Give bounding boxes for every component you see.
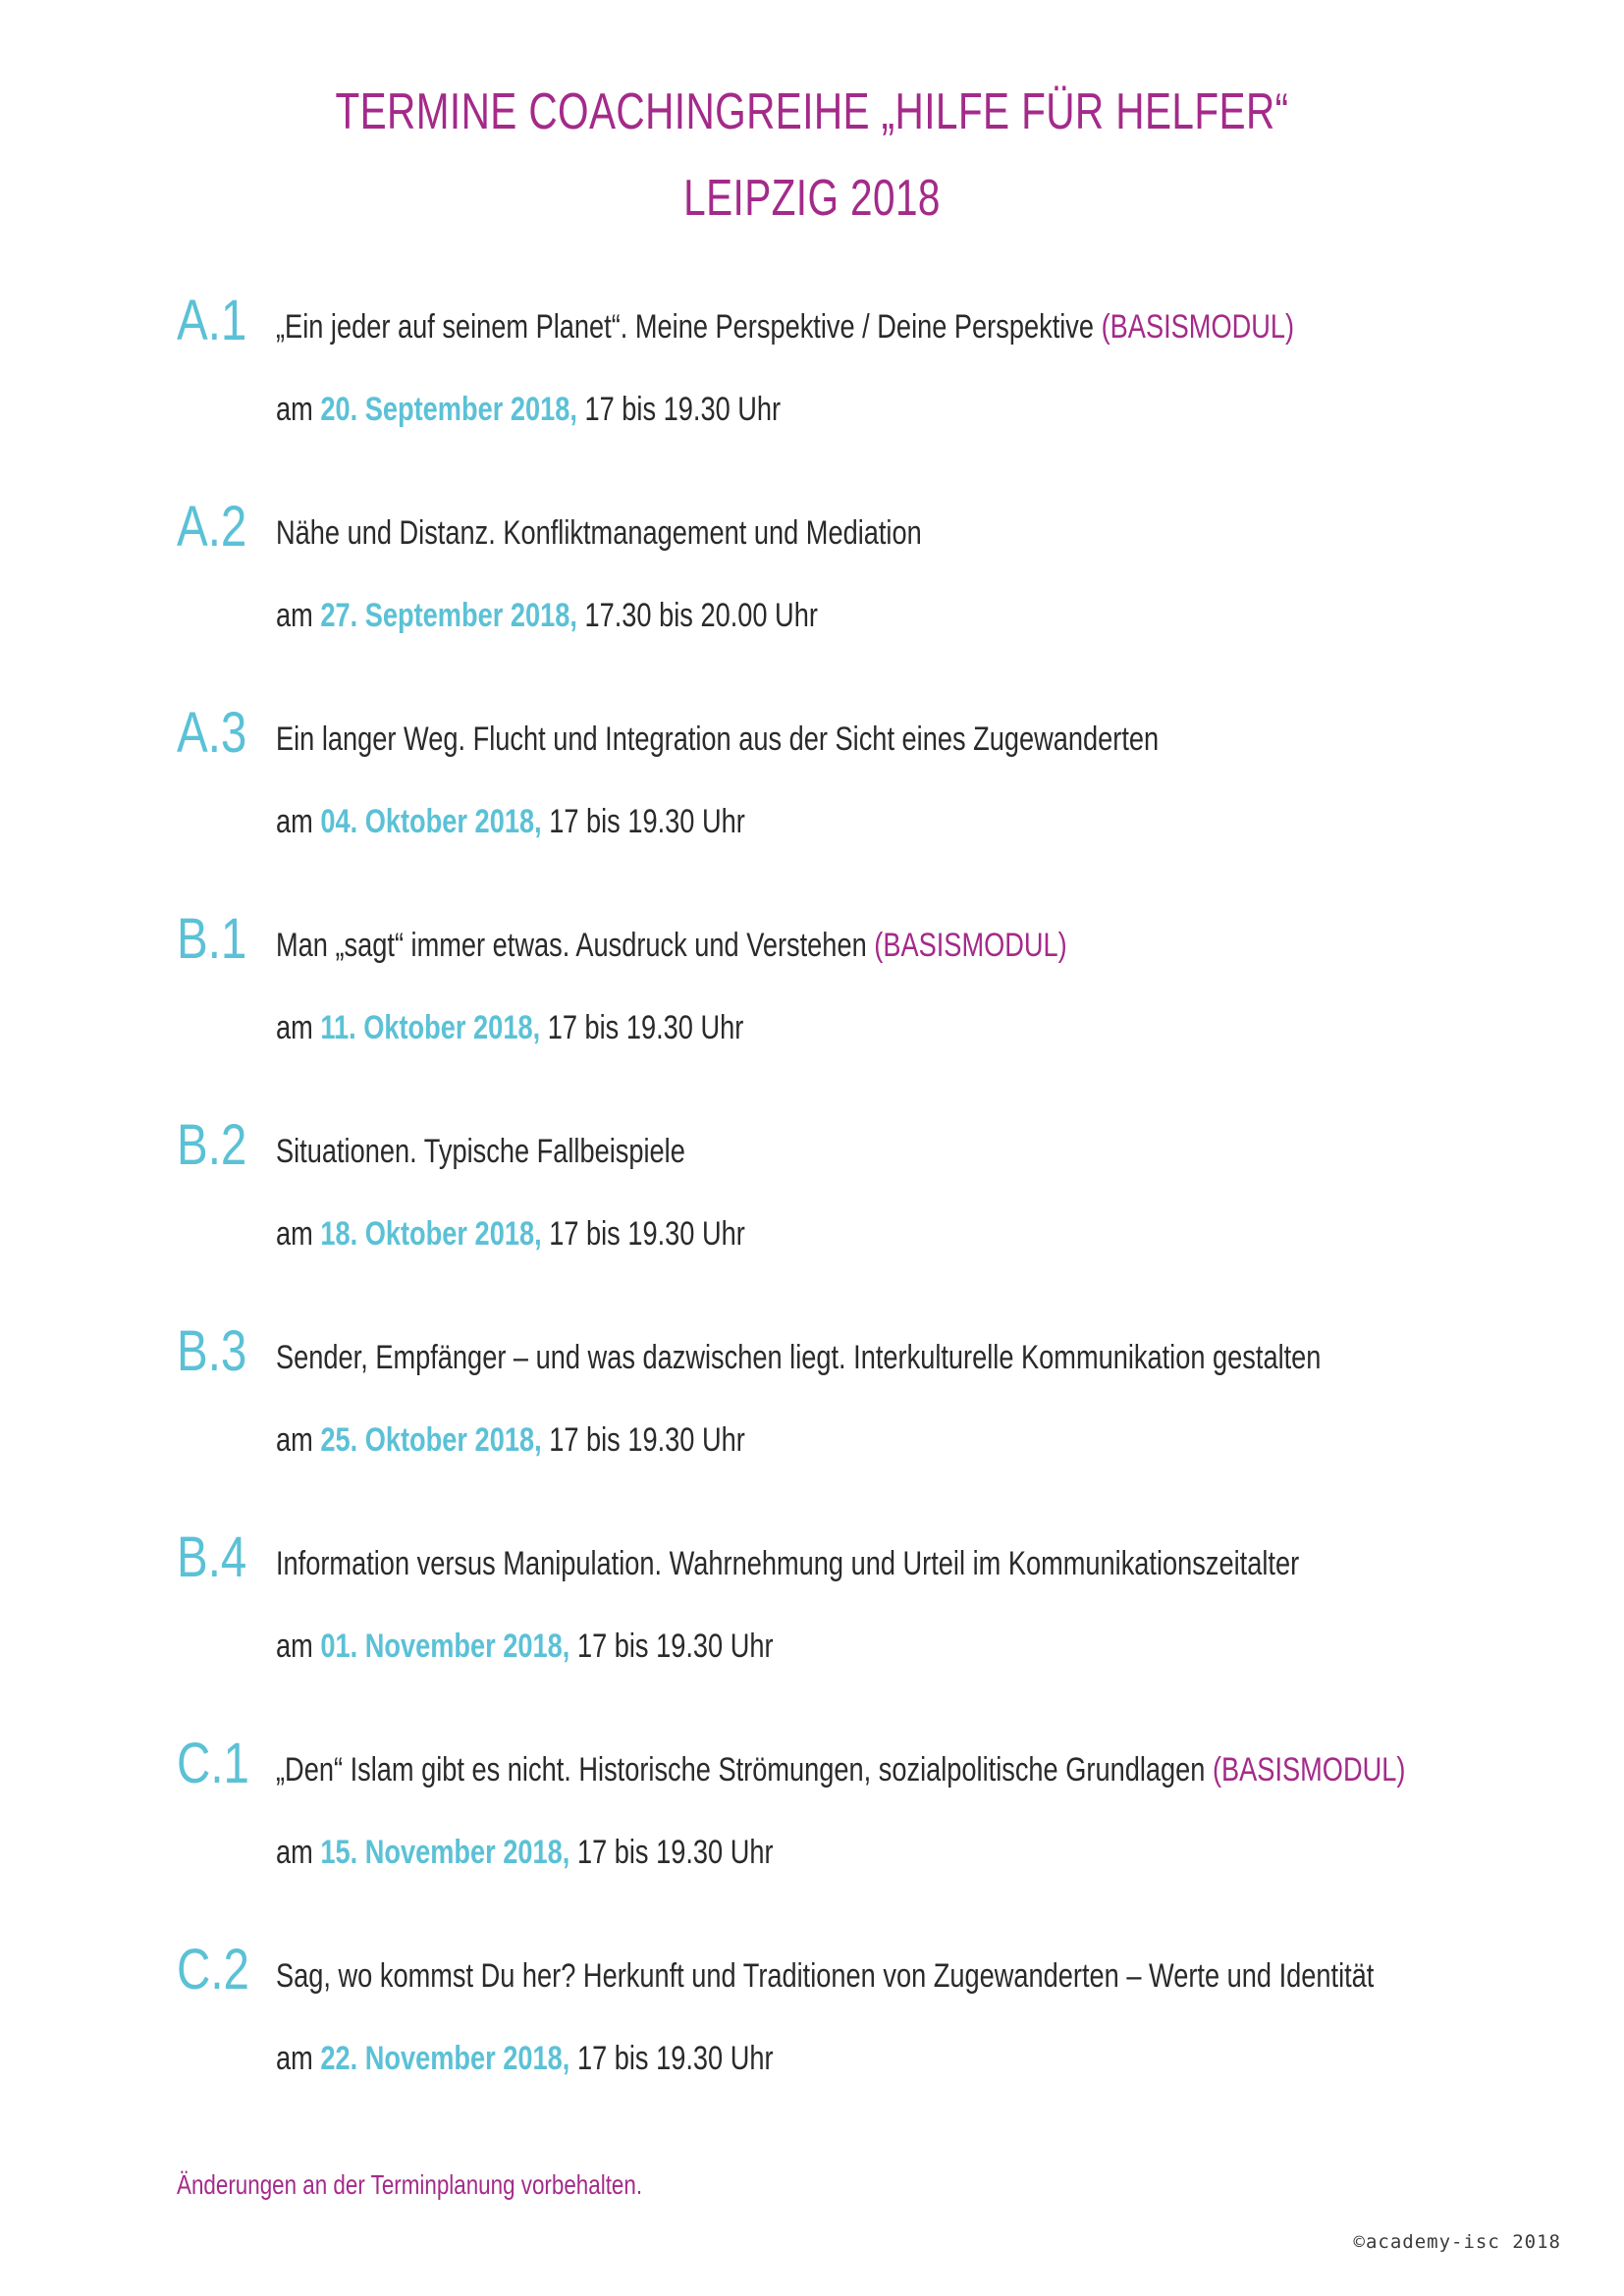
module-entry — [0, 1113, 1624, 1255]
module-code: C.2 — [177, 1938, 250, 2002]
module-entry — [0, 495, 1624, 636]
module-dateline — [276, 805, 745, 838]
module-dateline — [276, 1217, 745, 1251]
module-topic — [276, 929, 1067, 962]
module-topic-text: Sender, Empfänger – und was dazwischen liegt. Interkulturelle Kommunikation gestalten — [276, 1339, 1322, 1376]
module-dateline — [276, 599, 818, 632]
date-prefix: am — [276, 391, 313, 428]
module-dateline — [276, 1423, 745, 1457]
page-title: TERMINE COACHINGREIHE „HILFE FÜR HELFER“ — [335, 83, 1289, 140]
date-prefix: am — [276, 1628, 313, 1665]
module-time: 17 bis 19.30 Uhr — [547, 1009, 744, 1046]
basismodul-tag: (BASISMODUL) — [1212, 1751, 1406, 1789]
module-topic — [276, 722, 1159, 756]
module-dateline — [276, 2042, 774, 2075]
module-topic — [276, 516, 922, 550]
module-topic-text: „Ein jeder auf seinem Planet“. Meine Perspektive / Deine Perspektive — [276, 308, 1095, 346]
module-topic — [276, 310, 1294, 344]
module-entry — [0, 1732, 1624, 1873]
module-code: A.3 — [177, 701, 247, 765]
module-code: B.2 — [177, 1113, 247, 1177]
module-topic — [276, 1547, 1299, 1580]
module-entry — [0, 907, 1624, 1048]
module-time: 17 bis 19.30 Uhr — [549, 803, 745, 840]
date-prefix: am — [276, 1834, 313, 1871]
module-topic — [276, 1341, 1321, 1374]
module-time: 17 bis 19.30 Uhr — [576, 2040, 774, 2077]
module-topic — [276, 1959, 1374, 1993]
module-time: 17.30 bis 20.00 Uhr — [584, 597, 818, 634]
module-code: A.1 — [177, 289, 247, 352]
module-time: 17 bis 19.30 Uhr — [584, 391, 782, 428]
module-entry — [0, 289, 1624, 430]
module-dateline — [276, 1629, 774, 1663]
module-code: B.4 — [177, 1525, 247, 1589]
module-entry — [0, 1525, 1624, 1667]
module-topic-text: Ein langer Weg. Flucht und Integration aus der Sicht eines Zugewanderten — [276, 721, 1160, 758]
date-prefix: am — [276, 1215, 313, 1253]
module-dateline — [276, 1836, 774, 1869]
module-time: 17 bis 19.30 Uhr — [576, 1628, 774, 1665]
date-prefix: am — [276, 803, 313, 840]
module-entry — [0, 1938, 1624, 2079]
module-time: 17 bis 19.30 Uhr — [576, 1834, 774, 1871]
disclaimer-note: Änderungen an der Terminplanung vorbehalten. — [177, 2169, 643, 2200]
date-prefix: am — [276, 1009, 313, 1046]
date-prefix: am — [276, 2040, 313, 2077]
basismodul-tag: (BASISMODUL) — [874, 927, 1067, 964]
module-date: 11. Oktober 2018, — [320, 1009, 541, 1046]
module-date: 20. September 2018, — [320, 391, 577, 428]
module-date: 01. November 2018, — [320, 1628, 570, 1665]
date-prefix: am — [276, 597, 313, 634]
module-date: 27. September 2018, — [320, 597, 577, 634]
copyright-notice: ©academy-isc 2018 — [1353, 2231, 1561, 2253]
module-topic-text: Information versus Manipulation. Wahrnehmung und Urteil im Kommunikationszeitalter — [276, 1545, 1300, 1582]
module-code: B.3 — [177, 1319, 247, 1383]
module-topic-text: Man „sagt“ immer etwas. Ausdruck und Verstehen — [276, 927, 867, 964]
page-subtitle: LEIPZIG 2018 — [683, 170, 941, 227]
module-date: 15. November 2018, — [320, 1834, 570, 1871]
module-time: 17 bis 19.30 Uhr — [549, 1215, 745, 1253]
date-prefix: am — [276, 1421, 313, 1459]
module-dateline — [276, 1011, 743, 1044]
module-topic-text: „Den“ Islam gibt es nicht. Historische Strömungen, sozialpolitische Grundlagen — [276, 1751, 1206, 1789]
module-date: 18. Oktober 2018, — [320, 1215, 542, 1253]
module-code: C.1 — [177, 1732, 250, 1795]
module-topic-text: Nähe und Distanz. Konfliktmanagement und Mediation — [276, 514, 922, 552]
module-topic — [276, 1753, 1405, 1787]
module-topic-text: Situationen. Typische Fallbeispiele — [276, 1133, 685, 1170]
module-dateline — [276, 393, 781, 426]
module-topic-text: Sag, wo kommst Du her? Herkunft und Traditionen von Zugewanderten – Werte und Identität — [276, 1957, 1375, 1995]
module-time: 17 bis 19.30 Uhr — [549, 1421, 745, 1459]
module-date: 25. Oktober 2018, — [320, 1421, 542, 1459]
module-code: B.1 — [177, 907, 247, 971]
module-date: 04. Oktober 2018, — [320, 803, 542, 840]
module-entry — [0, 1319, 1624, 1461]
basismodul-tag: (BASISMODUL) — [1101, 308, 1295, 346]
module-code: A.2 — [177, 495, 247, 559]
module-date: 22. November 2018, — [320, 2040, 570, 2077]
module-topic — [276, 1135, 685, 1168]
module-entry — [0, 701, 1624, 842]
